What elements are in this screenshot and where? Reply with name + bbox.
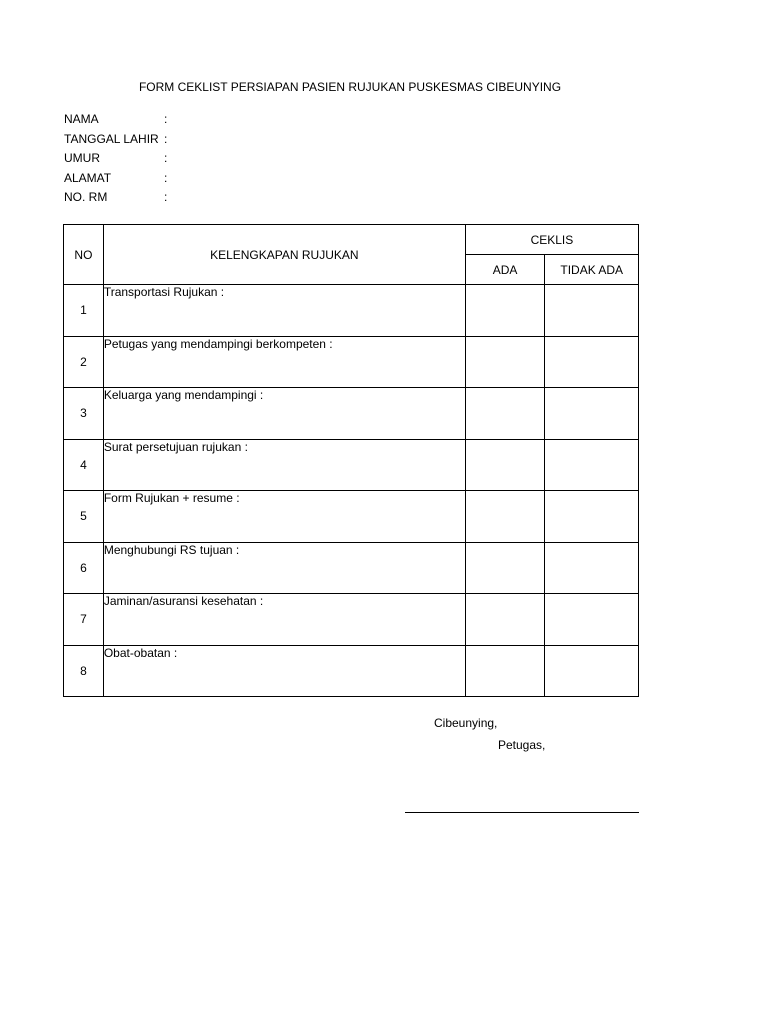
table-row [64,645,639,697]
row-item-label: Keluarga yang mendampingi : [103,388,465,440]
check-cell-ada[interactable] [465,491,545,543]
check-cell-ada[interactable] [465,285,545,337]
check-cell-ada[interactable] [465,336,545,388]
check-cell-tidak-ada[interactable] [545,336,639,388]
signature-place: Cibeunying, [434,716,498,730]
check-cell-tidak-ada[interactable] [545,388,639,440]
referral-checklist-table [63,224,639,697]
field-label: TANGGAL LAHIR [64,131,159,146]
check-cell-ada[interactable] [465,594,545,646]
field-nama [64,110,174,130]
form-title: FORM CEKLIST PERSIAPAN PASIEN RUJUKAN PUSKESMAS CIBEUNYING [138,80,562,94]
row-item-label: Obat-obatan : [103,645,465,697]
row-number: 1 [64,285,104,337]
check-cell-ada[interactable] [465,645,545,697]
row-number: 4 [64,439,104,491]
field-separator: : [164,112,168,126]
row-number: 6 [64,542,104,594]
row-item-label: Jaminan/asuransi kesehatan : [103,594,465,646]
check-cell-ada[interactable] [465,439,545,491]
check-cell-tidak-ada[interactable] [545,542,639,594]
row-item-label: Menghubungi RS tujuan : [103,542,465,594]
row-item-label: Transportasi Rujukan : [103,285,465,337]
row-item-label: Petugas yang mendampingi berkompeten : [103,336,465,388]
field-label: NO. RM [64,190,108,204]
check-cell-tidak-ada[interactable] [545,491,639,543]
check-cell-tidak-ada[interactable] [545,645,639,697]
row-item-label: Surat persetujuan rujukan : [103,439,465,491]
check-cell-ada[interactable] [465,542,545,594]
table-row [64,336,639,388]
check-cell-tidak-ada[interactable] [545,594,639,646]
row-number: 8 [64,645,104,697]
field-label: UMUR [64,151,100,165]
header-ceklis: CEKLIS [465,225,638,255]
header-no: NO [64,225,104,285]
field-label: NAMA [64,112,99,126]
field-no-rm [64,188,174,208]
table-header-row [64,225,639,255]
field-separator: : [164,190,168,204]
table-row [64,542,639,594]
signature-line [405,812,639,813]
row-item-label: Form Rujukan + resume : [103,491,465,543]
row-number: 7 [64,594,104,646]
header-ada: ADA [465,255,545,285]
header-kelengkapan: KELENGKAPAN RUJUKAN [103,225,465,285]
row-number: 3 [64,388,104,440]
field-separator: : [164,131,168,146]
field-tanggal-lahir [64,130,174,150]
table-row [64,388,639,440]
field-separator: : [164,170,168,185]
field-alamat [64,169,174,189]
signature-role: Petugas, [498,738,546,752]
table-row [64,439,639,491]
table-row [64,491,639,543]
header-tidak-ada: TIDAK ADA [545,255,639,285]
table-row [64,594,639,646]
check-cell-tidak-ada[interactable] [545,439,639,491]
table-row [64,285,639,337]
field-umur [64,149,174,169]
row-number: 2 [64,336,104,388]
check-cell-ada[interactable] [465,388,545,440]
field-label: ALAMAT [64,170,112,185]
field-separator: : [164,151,168,165]
row-number: 5 [64,491,104,543]
patient-info-fields [64,110,174,208]
check-cell-tidak-ada[interactable] [545,285,639,337]
